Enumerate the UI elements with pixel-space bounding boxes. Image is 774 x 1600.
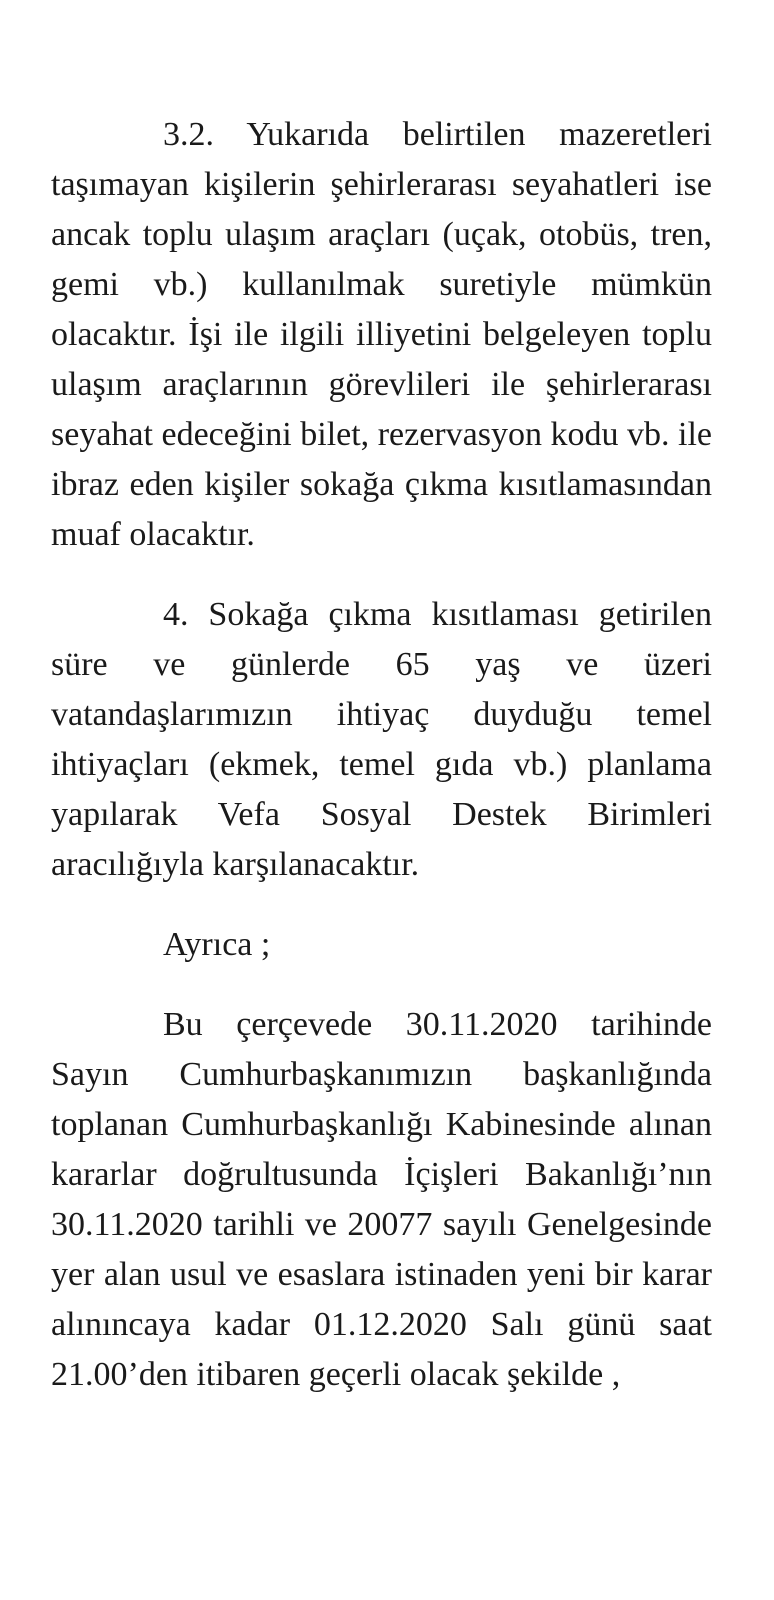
- paragraph-ayrica: Ayrıca ;: [163, 926, 271, 963]
- paragraph-cerceve: Bu çerçevede 30.11.2020 tarihinde Sayın Cumhurbaşkanımızın başkanlığında toplanan Cumhurbaşkanlığı Kabinesinde alınan kararlar doğrultusunda İçişleri Bakanlığı’nın 30.11.2020 tarihli ve 20077 sayılı Genelgesinde yer alan usul ve esaslara istinaden yeni bir karar alınıncaya kadar 01.12.2020 Salı günü saat 21.00’den itibaren geçerli olacak şekilde ,: [51, 1006, 712, 1393]
- document-body: [51, 110, 712, 1400]
- paragraph-3-2: 3.2. Yukarıda belirtilen mazeretleri taşımayan kişilerin şehirlerarası seyahatleri ise ancak toplu ulaşım araçları (uçak, otobüs, tren, gemi vb.) kullanılmak suretiyle mümkün olacaktır. İşi ile ilgili illiyetini belgeleyen toplu ulaşım araçlarının görevlileri ile şehirlerarası seyahat edeceğini bilet, rezervasyon kodu vb. ile ibraz eden kişiler sokağa çıkma kısıtlamasından muaf olacaktır.: [51, 116, 712, 553]
- paragraph-4: 4. Sokağa çıkma kısıtlaması getirilen süre ve günlerde 65 yaş ve üzeri vatandaşlarımızın ihtiyaç duyduğu temel ihtiyaçları (ekmek, temel gıda vb.) planlama yapılarak Vefa Sosyal Destek Birimleri aracılığıyla karşılanacaktır.: [51, 596, 712, 883]
